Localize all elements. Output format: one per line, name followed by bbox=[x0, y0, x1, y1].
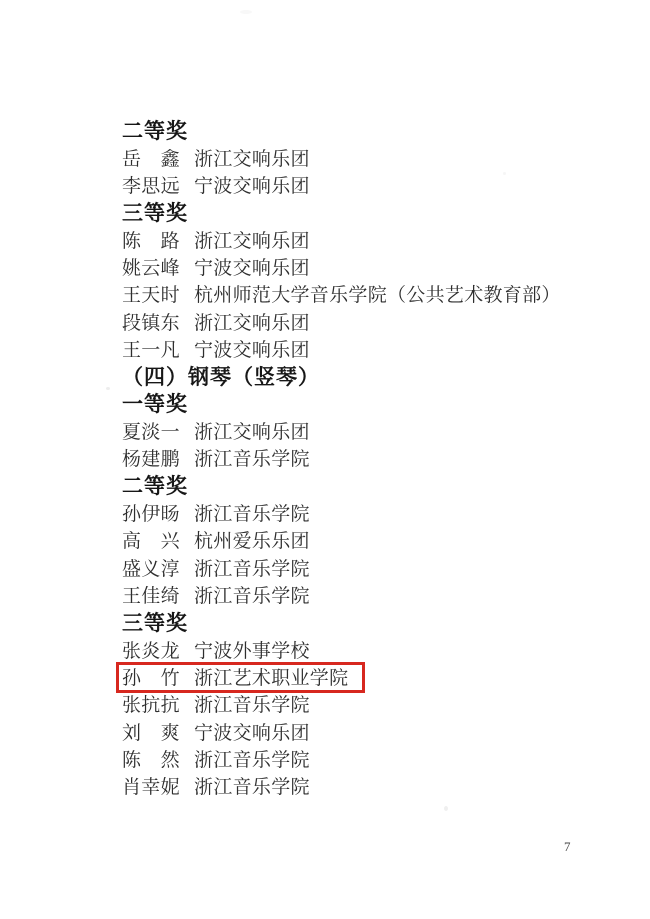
winner-organization: 浙江音乐学院 bbox=[194, 750, 310, 772]
winner-organization: 宁波交响乐团 bbox=[194, 175, 310, 197]
award-entry-row bbox=[122, 143, 622, 170]
winner-name: 孙伊旸 bbox=[122, 503, 180, 525]
award-entry-row bbox=[122, 499, 622, 526]
winner-name: 杨建鹏 bbox=[122, 449, 180, 471]
section-heading: （四）钢琴（竖琴） bbox=[122, 364, 320, 389]
award-entry-row bbox=[122, 253, 622, 280]
prize-tier-heading: 一等奖 bbox=[122, 392, 188, 417]
winner-name: 王佳绮 bbox=[122, 586, 180, 608]
award-entry-row bbox=[122, 690, 622, 717]
award-entry-row bbox=[122, 280, 622, 307]
scan-speck bbox=[503, 172, 506, 175]
prize-tier-heading: 三等奖 bbox=[122, 200, 188, 225]
award-entry-row bbox=[122, 417, 622, 444]
winner-name: 王一凡 bbox=[122, 339, 180, 361]
award-entry-row bbox=[122, 636, 622, 663]
winner-name: 张抗抗 bbox=[122, 695, 180, 717]
award-entry-row bbox=[122, 171, 622, 198]
scan-speck bbox=[106, 387, 110, 390]
winner-name: 陈 路 bbox=[122, 230, 180, 252]
award-entry-row bbox=[122, 554, 622, 581]
winner-organization: 浙江音乐学院 bbox=[194, 695, 310, 717]
award-entry-row-highlighted bbox=[122, 663, 622, 690]
page-number: 7 bbox=[564, 839, 571, 854]
winner-organization: 杭州师范大学音乐学院（公共艺术教育部） bbox=[194, 285, 561, 307]
winner-name: 孙 竹 bbox=[122, 668, 180, 690]
award-entry-row bbox=[122, 225, 622, 252]
award-entry-row bbox=[122, 526, 622, 553]
winner-name: 陈 然 bbox=[122, 750, 180, 772]
winner-organization: 宁波交响乐团 bbox=[194, 339, 310, 361]
winner-organization: 浙江音乐学院 bbox=[194, 449, 310, 471]
winner-organization: 浙江交响乐团 bbox=[194, 421, 310, 443]
winner-name: 高 兴 bbox=[122, 531, 180, 553]
prize-tier-heading: 二等奖 bbox=[122, 118, 188, 143]
winner-organization: 浙江音乐学院 bbox=[194, 558, 310, 580]
winner-name: 王天时 bbox=[122, 285, 180, 307]
winner-name: 盛义淳 bbox=[122, 558, 180, 580]
winner-name: 姚云峰 bbox=[122, 257, 180, 279]
winner-organization: 浙江交响乐团 bbox=[194, 230, 310, 252]
winner-organization: 浙江音乐学院 bbox=[194, 503, 310, 525]
winner-name: 李思远 bbox=[122, 175, 180, 197]
winner-organization: 浙江音乐学院 bbox=[194, 586, 310, 608]
winner-name: 刘 爽 bbox=[122, 722, 180, 744]
winner-name: 岳 鑫 bbox=[122, 148, 180, 170]
winner-organization: 杭州爱乐乐团 bbox=[194, 531, 310, 553]
winner-organization: 宁波外事学校 bbox=[194, 640, 310, 662]
prize-tier-heading: 三等奖 bbox=[122, 610, 188, 635]
award-entry-row bbox=[122, 745, 622, 772]
award-entry-row bbox=[122, 307, 622, 334]
winner-organization: 浙江交响乐团 bbox=[194, 148, 310, 170]
scan-speck bbox=[444, 806, 448, 811]
scan-speck bbox=[240, 10, 252, 14]
award-entry-row bbox=[122, 772, 622, 799]
award-entry-row bbox=[122, 581, 622, 608]
winner-organization: 宁波交响乐团 bbox=[194, 257, 310, 279]
winner-organization: 浙江艺术职业学院 bbox=[194, 668, 349, 690]
winner-name: 夏淡一 bbox=[122, 421, 180, 443]
winner-organization: 宁波交响乐团 bbox=[194, 722, 310, 744]
award-entry-row bbox=[122, 444, 622, 471]
award-entry-row bbox=[122, 335, 622, 362]
winner-organization: 浙江音乐学院 bbox=[194, 777, 310, 799]
winner-name: 段镇东 bbox=[122, 312, 180, 334]
winner-name: 肖幸妮 bbox=[122, 777, 180, 799]
winner-organization: 浙江交响乐团 bbox=[194, 312, 310, 334]
prize-tier-heading: 二等奖 bbox=[122, 474, 188, 499]
winner-name: 张炎龙 bbox=[122, 640, 180, 662]
award-list bbox=[122, 116, 622, 800]
award-entry-row bbox=[122, 718, 622, 745]
